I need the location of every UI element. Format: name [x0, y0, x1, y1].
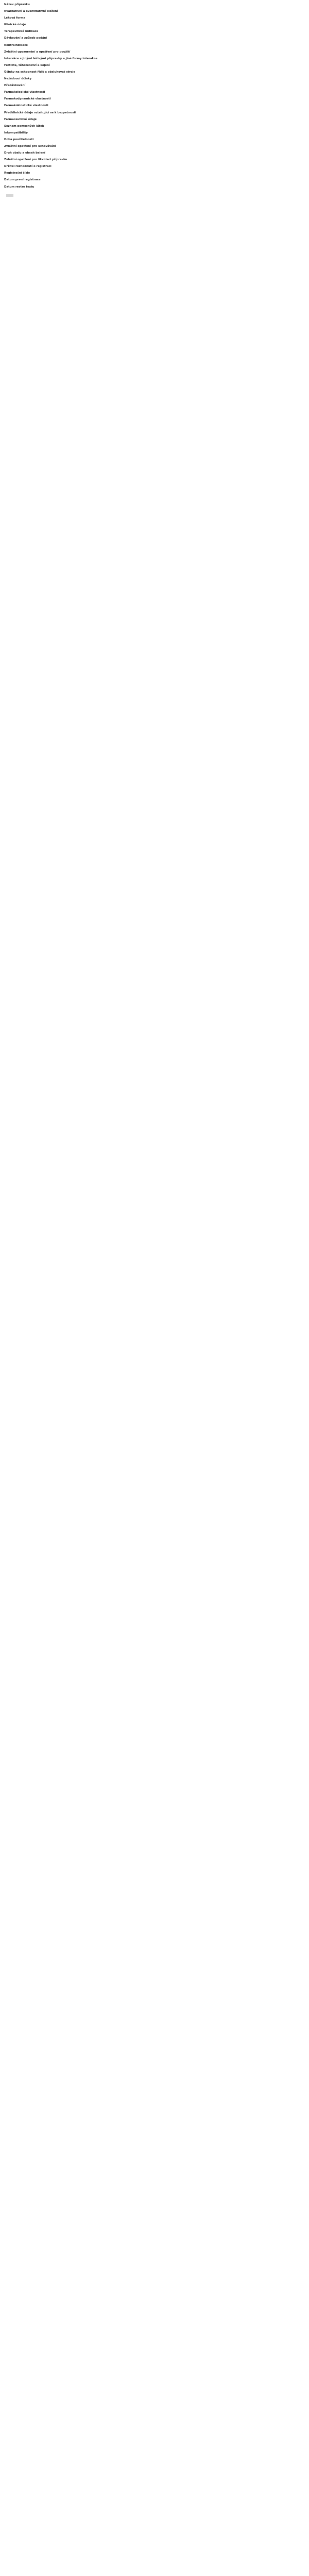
section-heading: Farmakodynamické vlastnosti — [4, 97, 51, 101]
section-heading: Předklinické údaje vztahující se k bezpečnosti — [4, 111, 76, 114]
section-heading: Inkompatibility — [4, 131, 28, 134]
document-section — [4, 44, 305, 47]
section-heading: Zvláštní upozornění a opatření pro použití — [4, 50, 71, 54]
document-section — [4, 104, 305, 108]
document-section — [4, 138, 305, 142]
document-section — [4, 145, 305, 148]
document-section — [4, 97, 305, 101]
document-section — [4, 84, 305, 88]
section-heading: Zvláštní opatření pro uchovávání — [4, 144, 56, 148]
document-section — [4, 30, 305, 33]
section-heading: Terapeutické indikace — [4, 30, 39, 33]
document-section — [4, 3, 305, 7]
document-section — [4, 64, 305, 67]
document-section — [4, 77, 305, 81]
section-heading: Léková forma — [4, 16, 26, 20]
logo-icon — [6, 194, 13, 197]
document-section — [4, 57, 305, 61]
document-section — [4, 151, 305, 155]
document-sections — [4, 3, 305, 189]
section-heading: Registrační číslo — [4, 172, 30, 175]
document-section — [4, 111, 305, 115]
section-heading: Nežádoucí účinky — [4, 77, 32, 81]
section-heading: Kontraindikace — [4, 43, 28, 47]
section-heading: Fertilita, těhotenství a kojení — [4, 63, 50, 67]
section-heading: Farmakologické vlastnosti — [4, 91, 45, 94]
section-heading: Klinické údaje — [4, 23, 26, 27]
section-heading: Dávkování a způsob podání — [4, 37, 47, 40]
document-section — [4, 185, 305, 189]
section-heading: Datum první registrace — [4, 178, 41, 182]
section-heading: Seznam pomocných látek — [4, 124, 44, 128]
section-heading: Interakce s jinými léčivými přípravky a jiné formy interakce — [4, 57, 98, 60]
section-heading: Datum revize textu — [4, 185, 35, 189]
section-heading: Zvláštní opatření pro likvidaci přípravku — [4, 158, 67, 162]
document-footer — [4, 194, 305, 198]
section-heading: Doba použitelnosti — [4, 138, 34, 141]
document-section — [4, 118, 305, 122]
document-section — [4, 165, 305, 168]
section-heading: Farmaceutické údaje — [4, 117, 37, 121]
document-section — [4, 37, 305, 40]
section-heading: Název přípravku — [4, 3, 30, 6]
document-section — [4, 158, 305, 162]
document-section — [4, 125, 305, 128]
document-section — [4, 50, 305, 54]
section-heading: Držitel rozhodnutí o registraci — [4, 165, 52, 168]
document-section — [4, 178, 305, 182]
section-heading: Předávkování — [4, 84, 26, 88]
document-section — [4, 10, 305, 13]
section-heading: Účinky na schopnost řídit a obsluhovat stroje — [4, 70, 76, 74]
document-section — [4, 16, 305, 20]
document-section — [4, 71, 305, 74]
document-section — [4, 172, 305, 175]
section-heading: Farmakokinetické vlastnosti — [4, 104, 48, 108]
document-section — [4, 131, 305, 135]
document-section — [4, 91, 305, 94]
section-heading: Kvalitativní a kvantitativní složení — [4, 10, 58, 13]
section-heading: Druh obalu a obsah balení — [4, 151, 45, 155]
document-section — [4, 23, 305, 27]
